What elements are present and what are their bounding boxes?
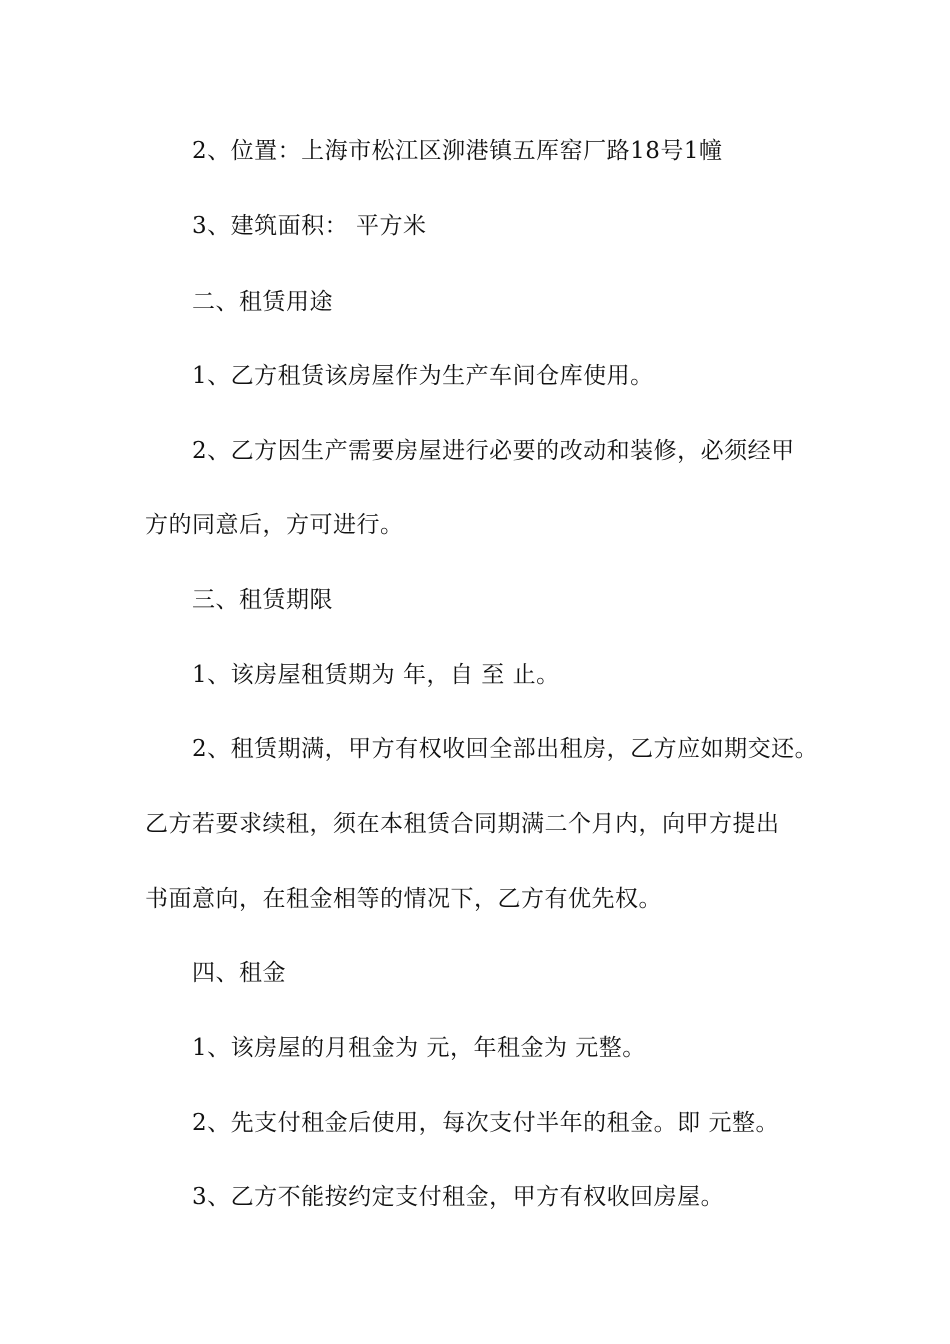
paragraph-rent-default: 3、乙方不能按约定支付租金，甲方有权收回房屋。	[192, 1184, 725, 1210]
paragraph-term-expiry-line3: 书面意向，在租金相等的情况下，乙方有优先权。	[145, 886, 662, 912]
section-heading-lease-term: 三、租赁期限	[192, 587, 333, 613]
paragraph-renovation-line1: 2、乙方因生产需要房屋进行必要的改动和装修，必须经甲	[192, 438, 795, 464]
paragraph-rent-payment: 2、先支付租金后使用，每次支付半年的租金。即 元整。	[192, 1110, 779, 1136]
paragraph-usage: 1、乙方租赁该房屋作为生产车间仓库使用。	[192, 363, 654, 389]
paragraph-term-expiry-line2: 乙方若要求续租，须在本租赁合同期满二个月内，向甲方提出	[145, 811, 780, 837]
paragraph-term-period: 1、该房屋租赁期为 年，自 至 止。	[192, 662, 560, 688]
paragraph-renovation-line2: 方的同意后，方可进行。	[145, 512, 404, 538]
paragraph-building-area: 3、建筑面积： 平方米	[192, 213, 427, 239]
section-heading-rent: 四、租金	[192, 960, 286, 986]
section-heading-lease-purpose: 二、租赁用途	[192, 289, 333, 315]
paragraph-rent-amount: 1、该房屋的月租金为 元，年租金为 元整。	[192, 1035, 646, 1061]
paragraph-location: 2、位置：上海市松江区泖港镇五厍窑厂路18号1幢	[192, 138, 723, 164]
paragraph-term-expiry-line1: 2、租赁期满，甲方有权收回全部出租房，乙方应如期交还。	[192, 736, 819, 762]
